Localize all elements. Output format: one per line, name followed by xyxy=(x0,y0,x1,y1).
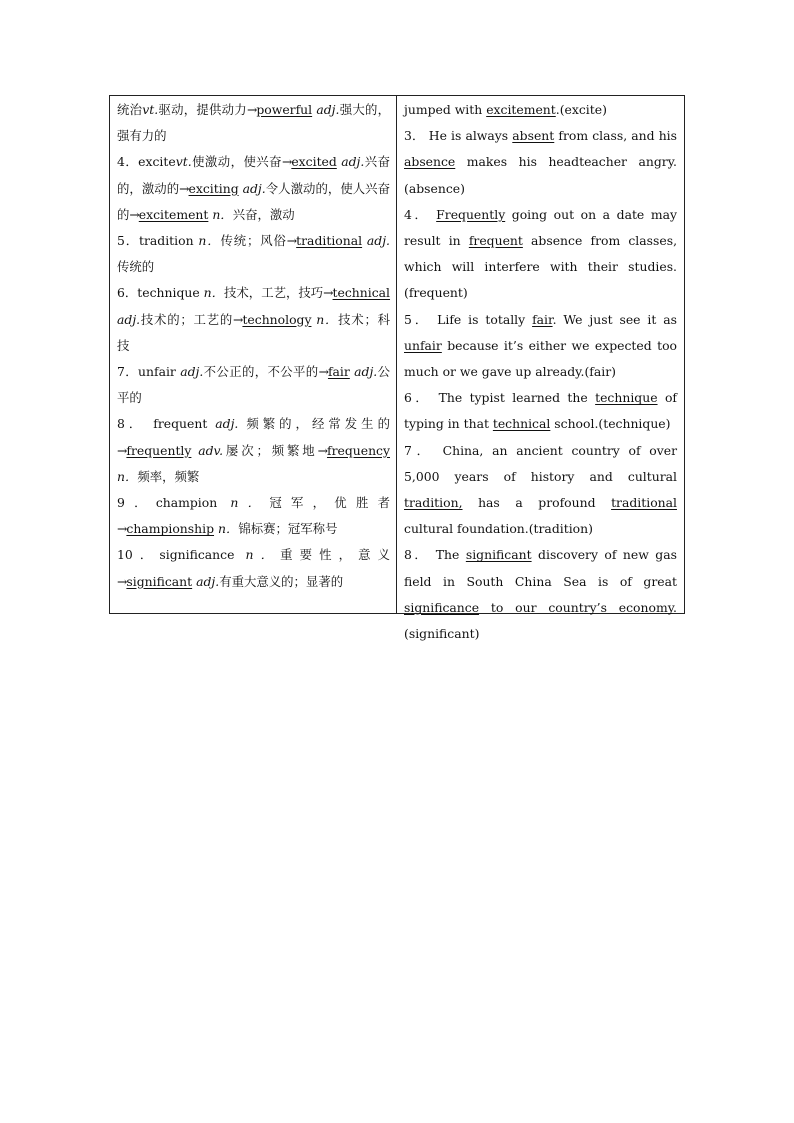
word-family-entry-tradition xyxy=(117,228,390,280)
exercise-text: of typing in that xyxy=(404,390,677,432)
exercise-text: China, an ancient country of over 5,000 years of history and cultural xyxy=(404,442,677,484)
arrow-icon: → xyxy=(318,364,328,380)
part-of-speech: adj. xyxy=(117,311,141,327)
answer-word: significant xyxy=(126,573,193,589)
answer-blank: fair xyxy=(532,311,553,327)
word-family-entry-power xyxy=(117,97,390,149)
word-family-entry-significance xyxy=(117,542,390,594)
part-of-speech: adj. xyxy=(341,154,365,170)
answer-word: frequency xyxy=(326,442,390,458)
entry-text: 统治 xyxy=(117,102,143,117)
part-of-speech: adj. xyxy=(215,416,239,432)
meaning: 兴奋的，激动的 xyxy=(117,154,390,196)
meaning: 重要性，意义 xyxy=(280,547,390,563)
exercise-text: discovery of new gas field in South China Sea is of great xyxy=(404,547,677,589)
meaning: 频率，频繁 xyxy=(137,468,200,484)
headword: champion xyxy=(155,495,218,511)
answer-blank: significance xyxy=(404,599,480,615)
part-of-speech: adj. xyxy=(180,364,204,380)
part-of-speech: adj. xyxy=(366,233,390,249)
meaning: 技术的；工艺的 xyxy=(140,311,234,327)
meaning: 令人激动的，使人兴奋的 xyxy=(117,180,391,222)
part-of-speech: n． xyxy=(245,547,281,563)
arrow-icon: → xyxy=(286,233,297,249)
arrow-icon: → xyxy=(281,154,292,170)
exercise-text: Life is totally xyxy=(437,311,533,327)
word-family-column xyxy=(110,96,397,613)
meaning: 使激动，使兴奋 xyxy=(191,154,282,170)
answer-blank: absent xyxy=(512,128,555,144)
word-family-entry-unfair xyxy=(117,359,390,411)
part-of-speech: adj. xyxy=(242,180,266,196)
headword: excite xyxy=(138,154,176,170)
part-of-speech: vt. xyxy=(142,102,159,117)
exercise-text: absence from classes, which will interfere with their studies.(frequent) xyxy=(404,233,678,301)
answer-word: excited xyxy=(291,154,337,170)
part-of-speech: n． xyxy=(198,233,221,249)
word-family-entry-excite xyxy=(117,149,390,228)
answer-blank: traditional xyxy=(611,495,677,511)
exercise-text: school.(technique) xyxy=(550,416,671,432)
answer-word: traditional xyxy=(296,233,363,249)
exercise-number: 7． xyxy=(404,442,434,458)
arrow-icon: → xyxy=(233,311,243,327)
exercise-item-3 xyxy=(404,123,677,202)
entry-number: 8． xyxy=(117,416,146,432)
exercise-text: He is always xyxy=(428,128,513,144)
headword: tradition xyxy=(139,233,194,249)
part-of-speech: n． xyxy=(212,206,233,222)
arrow-icon: → xyxy=(317,442,327,458)
exercise-text: makes his headteacher angry.(absence) xyxy=(404,154,677,196)
headword: significance xyxy=(159,547,235,563)
meaning: 传统；风俗 xyxy=(220,233,287,249)
meaning: 有重大意义的；显著的 xyxy=(219,573,344,589)
entry-number: 7． xyxy=(117,364,139,380)
answer-blank: excitement xyxy=(486,102,556,117)
exercise-text: because it’s either we expected too much or we gave up already.(fair) xyxy=(404,337,677,380)
answer-word: excitement xyxy=(138,206,209,222)
exercise-number: 5． xyxy=(404,311,431,327)
entry-number: 5． xyxy=(117,233,139,249)
exercise-item-7 xyxy=(404,438,677,543)
answer-blank: unfair xyxy=(404,337,442,353)
entry-number: 4． xyxy=(117,154,139,170)
answer-blank: frequent xyxy=(468,233,523,249)
exercise-text: The xyxy=(435,547,466,563)
part-of-speech: adj. xyxy=(354,364,378,380)
exercise-item-8 xyxy=(404,542,677,647)
exercise-text: to our country’s economy.(significant) xyxy=(404,599,677,642)
arrow-icon: → xyxy=(246,102,257,117)
meaning: 兴奋，激动 xyxy=(232,206,295,222)
word-family-entry-frequent xyxy=(117,411,390,490)
part-of-speech: adv. xyxy=(198,442,224,458)
exercise-text: cultural foundation.(tradition) xyxy=(404,521,593,537)
exercise-item-5 xyxy=(404,307,677,386)
entry-number: 9． xyxy=(117,495,156,511)
answer-blank: tradition, xyxy=(404,495,463,511)
meaning: 公平的 xyxy=(117,364,391,406)
part-of-speech: n． xyxy=(203,285,225,301)
answer-word: championship xyxy=(126,521,215,537)
arrow-icon: → xyxy=(179,180,189,196)
headword: technique xyxy=(137,285,200,301)
meaning: 不公正的，不公平的 xyxy=(203,364,319,380)
entry-number: 10． xyxy=(117,547,160,563)
answer-word: frequently xyxy=(126,442,192,458)
part-of-speech: n． xyxy=(230,495,270,511)
meaning: 传统的 xyxy=(117,259,155,275)
answer-blank: technique xyxy=(595,390,658,406)
exercise-text: jumped with xyxy=(404,102,487,117)
meaning: 冠军，优胜者 xyxy=(269,495,390,511)
answer-blank: absence xyxy=(404,154,456,170)
answer-blank: significant xyxy=(465,547,532,563)
part-of-speech: adj. xyxy=(316,102,340,117)
exercise-text: has a profound xyxy=(462,495,612,511)
meaning: 技术；科技 xyxy=(117,311,390,353)
part-of-speech: n． xyxy=(117,468,138,484)
answer-blank: technical xyxy=(492,416,551,432)
word-family-entry-champion xyxy=(117,490,390,542)
meaning: 屡次；频繁地 xyxy=(223,442,318,458)
exercise-number: 8． xyxy=(404,547,430,563)
vocabulary-table xyxy=(109,95,685,642)
answer-word: fair xyxy=(327,364,350,380)
entry-number: 6． xyxy=(117,285,138,301)
headword: unfair xyxy=(138,364,176,380)
exercise-text: from class, and his xyxy=(554,128,677,144)
part-of-speech: adj. xyxy=(196,573,220,589)
exercise-item-4 xyxy=(404,202,677,307)
answer-blank: Frequently xyxy=(436,206,506,222)
exercise-text: The typist learned the xyxy=(438,390,596,406)
arrow-icon: → xyxy=(117,521,127,537)
arrow-icon: → xyxy=(117,573,127,589)
meaning: 驱动，提供动力 xyxy=(158,102,247,117)
word-family-entry-technique xyxy=(117,280,390,359)
meaning: 技术，工艺，技巧 xyxy=(224,285,324,301)
part-of-speech: n． xyxy=(316,311,339,327)
headword: frequent xyxy=(153,416,208,432)
arrow-icon: → xyxy=(129,206,139,222)
meaning: 频繁的，经常发生的 xyxy=(246,416,390,432)
exercise-column xyxy=(397,96,684,642)
answer-word: technical xyxy=(332,285,391,301)
exercise-number: 6． xyxy=(404,390,432,406)
exercise-text: . We just see it as xyxy=(552,311,677,327)
meaning: 强大的，强有力的 xyxy=(117,102,390,144)
meaning: 锦标赛；冠军称号 xyxy=(238,521,338,537)
part-of-speech: vt. xyxy=(175,154,192,170)
exercise-number: 4． xyxy=(404,206,430,222)
arrow-icon: → xyxy=(117,442,127,458)
answer-word: powerful xyxy=(256,102,313,117)
part-of-speech: n． xyxy=(217,521,239,537)
arrow-icon: → xyxy=(323,285,333,301)
exercise-item-6 xyxy=(404,385,677,437)
answer-word: exciting xyxy=(188,180,239,196)
answer-word: technology xyxy=(242,311,312,327)
exercise-number: 3． xyxy=(404,128,425,144)
exercise-text: .(excite) xyxy=(555,102,607,117)
exercise-text: going out on a date may result in xyxy=(404,206,677,249)
exercise-item-excite xyxy=(404,97,677,123)
